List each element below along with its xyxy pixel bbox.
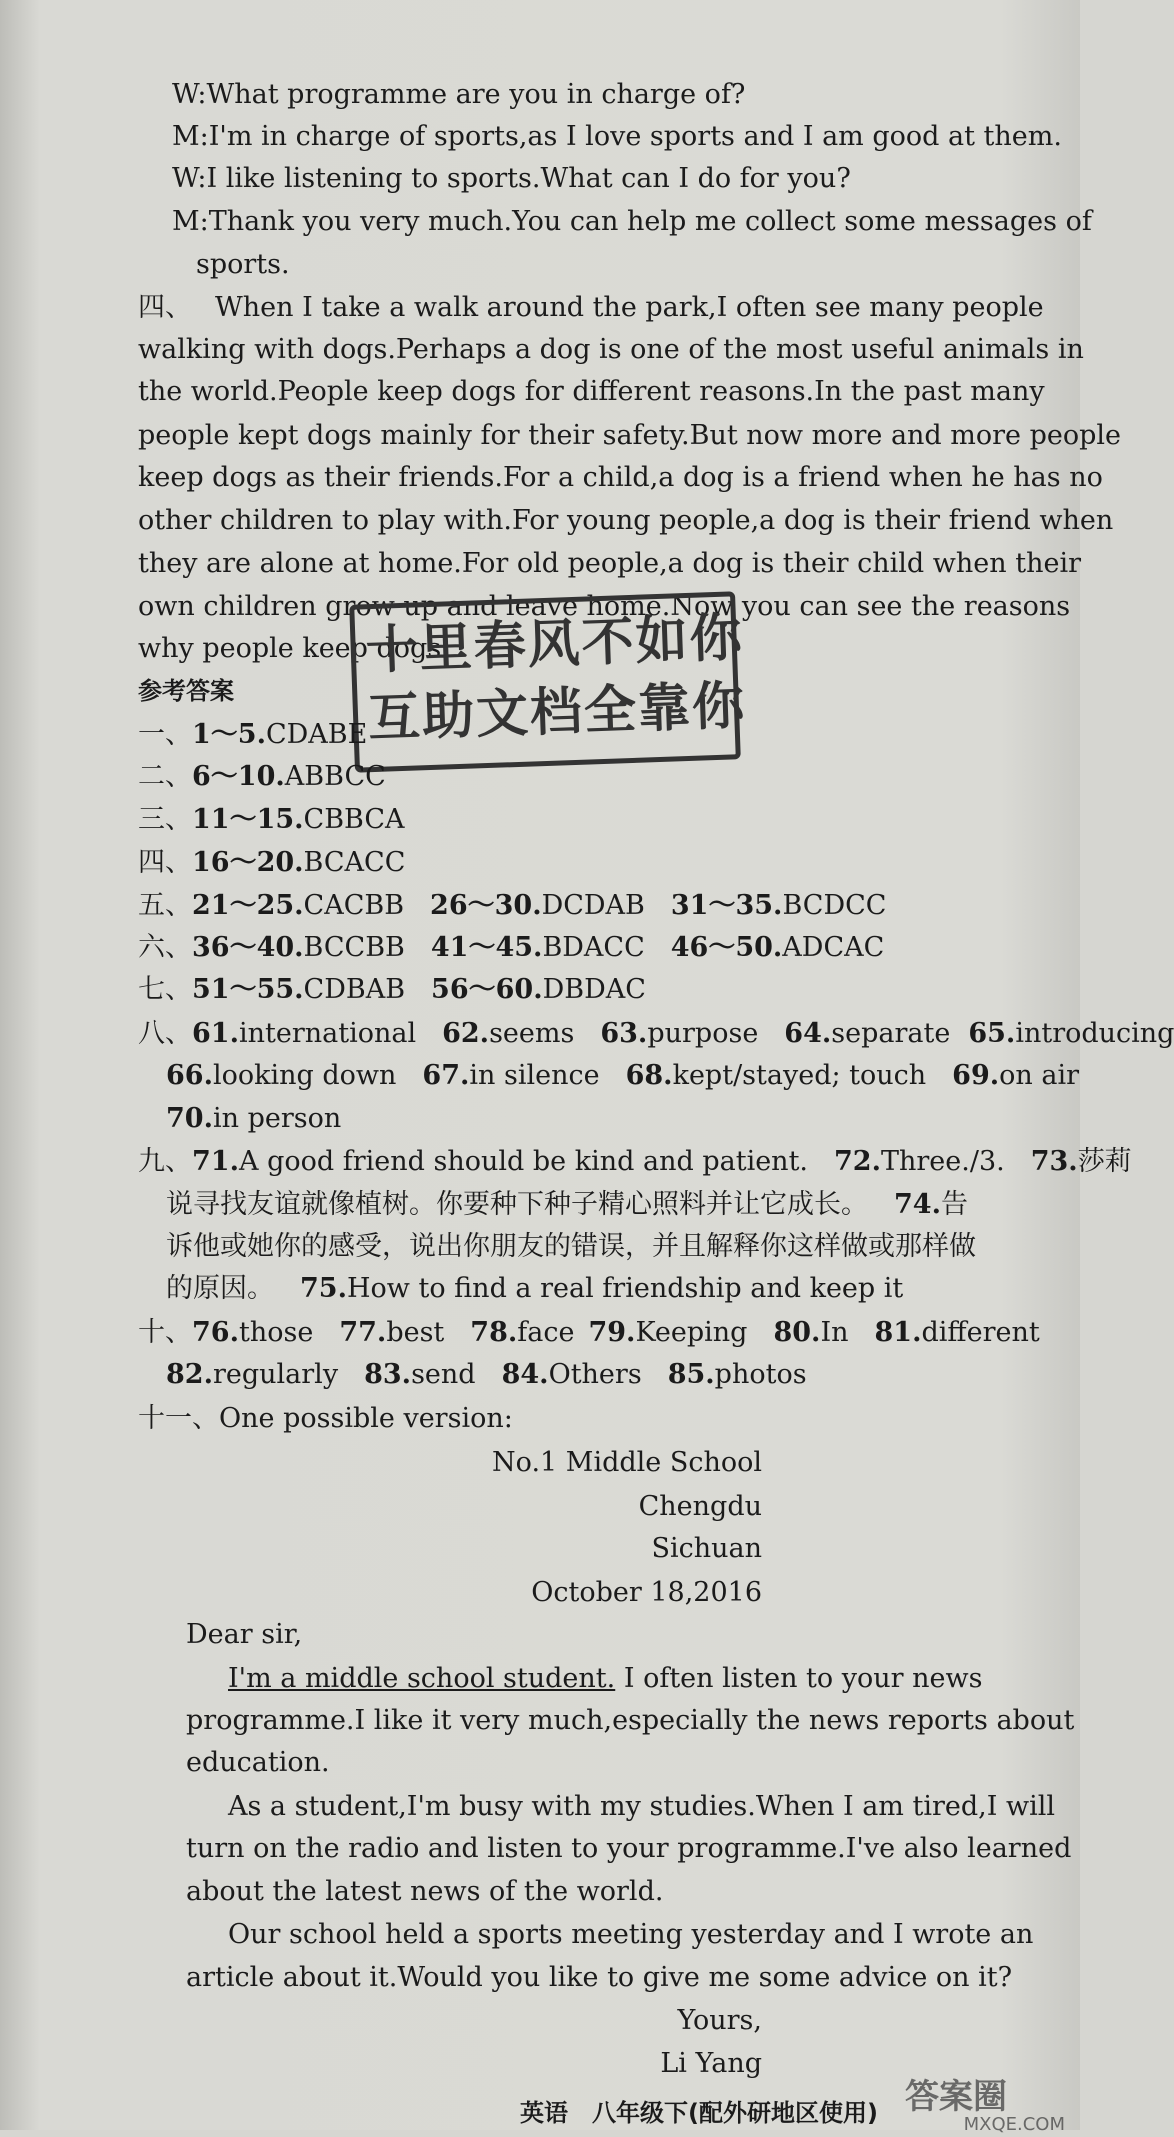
passage-line: people kept dogs mainly for their safety.But now more and more people — [138, 420, 1122, 451]
answer-row: 一、1～5.CDABE — [138, 719, 368, 750]
answer-row: 七、51～55.CDBAB 56～60.DBDAC — [138, 974, 646, 1005]
letter-signature: Li Yang — [660, 2048, 762, 2079]
answer-row: 十、76.those 77.best 78.face 79.Keeping 80.In 81.different — [138, 1317, 1040, 1348]
watermark-url: MXQE.COM — [963, 2114, 1065, 2135]
letter-line: about the latest news of the world. — [186, 1876, 664, 1907]
answer-row: 诉他或她你的感受，说出你朋友的错误，并且解释你这样做或那样做 — [166, 1231, 976, 1262]
answer-row: 的原因。 75.How to find a real friendship and keep it — [166, 1273, 904, 1304]
letter-address: No.1 Middle School — [492, 1447, 762, 1478]
dialogue-line: M:Thank you very much.You can help me collect some messages of — [172, 206, 1092, 237]
letter-line: As a student,I'm busy with my studies.When I am tired,I will — [228, 1791, 1055, 1822]
section-label: 四、 — [138, 292, 192, 323]
letter-line: Our school held a sports meeting yesterday and I wrote an — [228, 1919, 1034, 1950]
letter-address: Chengdu — [638, 1491, 762, 1522]
letter-closing: Yours, — [677, 2005, 762, 2036]
answer-row: 70.in person — [166, 1103, 342, 1134]
passage-line: the world.People keep dogs for different reasons.In the past many — [138, 376, 1045, 407]
dialogue-line: sports. — [196, 249, 290, 280]
answer-row: 66.looking down 67.in silence 68.kept/stayed; touch 69.on air — [166, 1060, 1080, 1091]
letter-line: education. — [186, 1747, 330, 1778]
passage-line: walking with dogs.Perhaps a dog is one of the most useful animals in — [138, 334, 1084, 365]
letter-address: Sichuan — [651, 1533, 762, 1564]
answer-row: 82.regularly 83.send 84.Others 85.photos — [166, 1359, 807, 1390]
dialogue-line: W:What programme are you in charge of? — [172, 79, 746, 110]
passage-line: why people keep dogs. — [138, 633, 450, 664]
answer-row: 三、11～15.CBBCA — [138, 804, 405, 835]
answer-row: 八、61.international 62.seems 63.purpose 64.separate 65.introducing — [138, 1018, 1174, 1049]
letter-line: programme.I like it very much,especially the news reports about — [186, 1705, 1075, 1736]
answer-row: 十一、One possible version: — [138, 1403, 513, 1434]
answers-title: 参考答案 — [138, 677, 234, 705]
watermark-logo: 答案圈 — [905, 2077, 1007, 2117]
passage-line: keep dogs as their friends.For a child,a dog is a friend when he has no — [138, 462, 1103, 493]
dialogue-line: W:I like listening to sports.What can I do for you? — [172, 163, 851, 194]
answer-row: 六、36～40.BCCBB 41～45.BDACC 46～50.ADCAC — [138, 932, 885, 963]
dialogue-line: M:I'm in charge of sports,as I love sports and I am good at them. — [172, 121, 1062, 152]
stamp-line: 十里春风不如你 — [364, 608, 745, 682]
letter-line: I'm a middle school student. I often listen to your news — [228, 1663, 983, 1694]
answer-row: 五、21～25.CACBB 26～30.DCDAB 31～35.BCDCC — [138, 890, 887, 921]
answer-row: 九、71.A good friend should be kind and patient. 72.Three./3. 73.莎莉 — [138, 1146, 1132, 1177]
watermark-stamp — [349, 591, 748, 772]
page-footer: 英语 八年级下(配外研地区使用) — [520, 2099, 878, 2127]
passage-line: other children to play with.For young people,a dog is their friend when — [138, 505, 1114, 536]
answer-row: 二、6～10.ABBCC — [138, 761, 386, 792]
letter-line: article about it.Would you like to give me some advice on it? — [186, 1962, 1013, 1993]
letter-date: October 18,2016 — [531, 1577, 762, 1608]
answer-row: 四、16～20.BCACC — [138, 847, 406, 878]
passage-line: own children grow up and leave home.Now you can see the reasons — [138, 591, 1071, 622]
passage-line: When I take a walk around the park,I often see many people — [215, 292, 1044, 323]
letter-line: turn on the radio and listen to your programme.I've also learned — [186, 1833, 1072, 1864]
passage-line: they are alone at home.For old people,a dog is their child when their — [138, 548, 1082, 579]
stamp-line: 互助文档全靠你 — [367, 676, 748, 750]
answer-row: 说寻找友谊就像植树。你要种下种子精心照料并让它成长。 74.告 — [166, 1189, 968, 1220]
site-watermark — [905, 2079, 1065, 2137]
letter-greeting: Dear sir, — [186, 1619, 303, 1650]
